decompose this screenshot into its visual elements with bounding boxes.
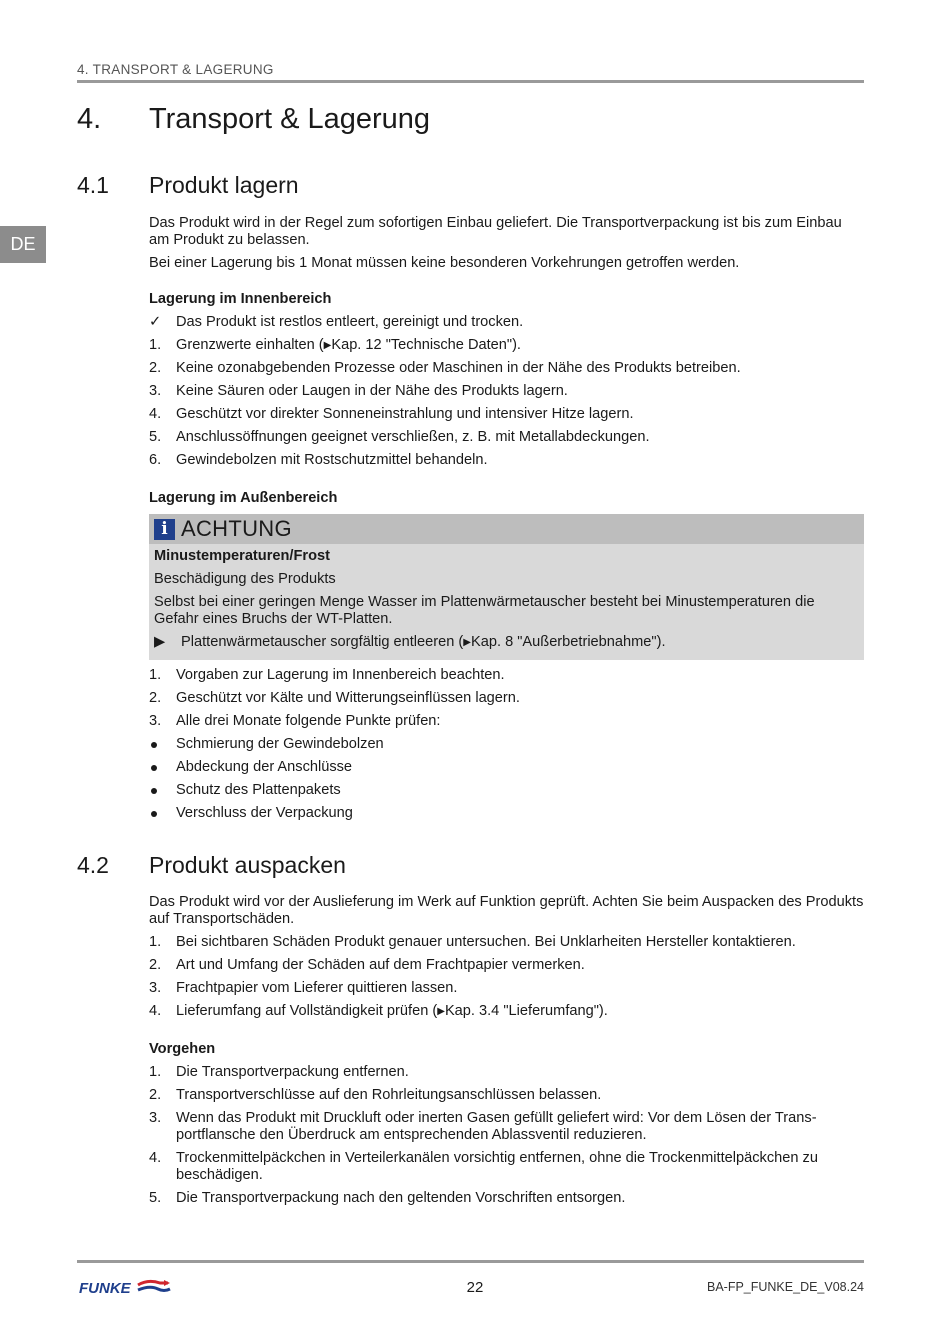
list-item — [149, 934, 864, 951]
subheading-indoor: Lagerung im Innenbereich — [149, 291, 332, 307]
notice-text: Selbst bei einer geringen Menge Wasser im Plattenwärmetauscher besteht bei Minustemperaturen die Gefahr eines Bruchs der WT-Platten. — [154, 594, 815, 627]
step-number: 2. — [149, 957, 162, 973]
list-item-text: Die Transportverpackung nach den geltenden Vorschriften entsorgen. — [176, 1190, 626, 1206]
running-head: 4. TRANSPORT & LAGERUNG — [77, 62, 274, 77]
notice-body — [149, 544, 864, 651]
storage-outdoor-heading-block — [149, 490, 864, 507]
list-item-text: Schutz des Plattenpakets — [176, 782, 341, 798]
list-item-text: Vorgaben zur Lagerung im Innenbereich beachten. — [176, 667, 505, 683]
list-item — [149, 406, 864, 423]
action-triangle-icon: ▶ — [154, 634, 166, 650]
step-number: 4. — [149, 406, 162, 422]
list-item-text: Trockenmittelpäckchen in Verteilerkanälen vorsichtig entfernen, ohne die Trockenmittelpäckchen zu beschädigen. — [176, 1150, 818, 1183]
step-number: 4. — [149, 1150, 162, 1166]
document-id: BA-FP_FUNKE_DE_V08.24 — [706, 1280, 864, 1294]
step-number: 6. — [149, 452, 162, 468]
step-number: 3. — [149, 980, 162, 996]
list-item — [149, 957, 864, 974]
warning-notice — [149, 514, 864, 660]
list-item-text: Alle drei Monate folgende Punkte prüfen: — [176, 713, 441, 729]
list-item-text: Die Transportverpackung entfernen. — [176, 1064, 409, 1080]
procedure — [149, 1041, 864, 1213]
list-item-text: Transportverschlüsse auf den Rohrleitungsanschlüssen belassen. — [176, 1087, 602, 1103]
notice-subtitle: Minustemperaturen/Frost — [154, 548, 330, 564]
list-item-text: Abdeckung der Anschlüsse — [176, 759, 353, 775]
xref-arrow-icon: ▶ — [437, 1006, 445, 1017]
list-item-text: Lieferumfang auf Vollständigkeit prüfen ( — [176, 1003, 438, 1019]
bullet-item — [149, 736, 864, 753]
list-item — [149, 713, 864, 730]
notice-consequence: Beschädigung des Produkts — [154, 571, 336, 587]
subheading-procedure: Vorgehen — [149, 1041, 216, 1057]
notice-header — [149, 514, 864, 544]
list-item-text: Verschluss der Verpackung — [176, 805, 353, 821]
list-item — [149, 1110, 864, 1144]
list-item — [149, 1087, 864, 1104]
list-item — [149, 1190, 864, 1207]
list-item — [149, 429, 864, 446]
step-number: 3. — [149, 1110, 162, 1126]
subheading-outdoor: Lagerung im Außenbereich — [149, 490, 338, 506]
section-title: Produkt auspacken — [149, 852, 346, 878]
step-number: 1. — [149, 934, 162, 950]
check-icon: ✓ — [149, 314, 162, 330]
list-item — [149, 1064, 864, 1081]
list-item-text: Gewindebolzen mit Rostschutzmittel behandeln. — [176, 452, 488, 468]
step-number: 4. — [149, 1003, 162, 1019]
step-number: 2. — [149, 1087, 162, 1103]
cross-reference-link[interactable]: Kap. 8 "Außerbetriebnahme"). — [471, 634, 666, 650]
header-rule — [77, 80, 864, 83]
list-item-text: Wenn das Produkt mit Druckluft oder inerten Gasen gefüllt geliefert wird: Vor dem Lösen der Transportflansche den Überdruck am entsprechenden Ablassventil reduzieren. — [176, 1110, 817, 1143]
list-item — [149, 337, 864, 354]
indoor-list — [149, 314, 864, 469]
step-number: 1. — [149, 337, 162, 353]
list-item — [149, 1150, 864, 1184]
page-number: 22 — [466, 1279, 484, 1296]
list-item — [149, 1003, 864, 1020]
bullet-icon — [151, 742, 157, 748]
section-number: 4.2 — [77, 852, 109, 878]
section-title: Produkt lagern — [149, 172, 299, 198]
paragraph: Das Produkt wird vor der Auslieferung im Werk auf Funktion geprüft. Achten Sie beim Auspacken des Produkts auf Transportschäden. — [149, 894, 864, 927]
footer-rule — [77, 1260, 864, 1263]
list-item-text: Keine Säuren oder Laugen in der Nähe des Produkts lagern. — [176, 383, 568, 399]
section-4-2-body — [149, 894, 864, 1026]
precondition-item — [149, 314, 864, 331]
list-item-text: Bei sichtbaren Schäden Produkt genauer untersuchen. Bei Unklarheiten Hersteller kontaktieren. — [176, 934, 796, 950]
list-item-text: Grenzwerte einhalten ( — [176, 337, 324, 353]
section-4-1-intro — [149, 215, 864, 278]
procedure-steps — [149, 1064, 864, 1207]
paragraph: Das Produkt wird in der Regel zum sofortigen Einbau geliefert. Die Transportverpackung ist bis zum Einbau am Produkt zu belassen. — [149, 215, 842, 248]
outdoor-steps — [149, 667, 864, 822]
list-item-text: Keine ozonabgebenden Prozesse oder Maschinen in der Nähe des Produkts betreiben. — [176, 360, 741, 376]
notice-action-text: Plattenwärmetauscher sorgfältig entleeren ( — [181, 634, 464, 650]
section-number: 4.1 — [77, 172, 109, 198]
cross-reference-link[interactable]: Kap. 12 "Technische Daten"). — [331, 337, 521, 353]
bullet-icon — [151, 788, 157, 794]
list-item — [149, 452, 864, 469]
list-item — [149, 360, 864, 377]
list-item-text: Frachtpapier vom Lieferer quittieren lassen. — [176, 980, 458, 996]
list-item — [149, 667, 864, 684]
list-item-text: Das Produkt ist restlos entleert, gereinigt und trocken. — [176, 314, 524, 330]
step-number: 2. — [149, 360, 162, 376]
list-item-text: Geschützt vor Kälte und Witterungseinflüssen lagern. — [176, 690, 520, 706]
chapter-title: Transport & Lagerung — [149, 103, 431, 135]
list-item-text: Schmierung der Gewindebolzen — [176, 736, 384, 752]
list-item-text: Anschlussöffnungen geeignet verschließen, z. B. mit Metallabdeckungen. — [176, 429, 650, 445]
cross-reference-link[interactable]: Kap. 3.4 "Lieferumfang"). — [444, 1003, 608, 1019]
paragraph: Bei einer Lagerung bis 1 Monat müssen keine besonderen Vorkehrungen getroffen werden. — [149, 255, 740, 271]
language-tab[interactable]: DE — [0, 226, 46, 263]
step-number: 3. — [149, 713, 162, 729]
list-item-text: Art und Umfang der Schäden auf dem Frachtpapier vermerken. — [176, 957, 585, 973]
storage-indoor — [149, 291, 864, 475]
step-number: 2. — [149, 690, 162, 706]
bullet-item — [149, 759, 864, 776]
list-item — [149, 383, 864, 400]
bullet-icon — [151, 765, 157, 771]
list-item — [149, 690, 864, 707]
notice-action — [154, 634, 859, 651]
logo-text: FUNKE — [79, 1280, 131, 1297]
step-number: 1. — [149, 667, 162, 683]
notice-title: ACHTUNG — [181, 516, 292, 541]
chapter-number: 4. — [77, 103, 102, 135]
list-item — [149, 980, 864, 997]
step-number: 3. — [149, 383, 162, 399]
bullet-item — [149, 782, 864, 799]
list-item-text: Geschützt vor direkter Sonneneinstrahlung und intensiver Hitze lagern. — [176, 406, 634, 422]
step-number: 5. — [149, 1190, 162, 1206]
step-number: 5. — [149, 429, 162, 445]
step-number: 1. — [149, 1064, 162, 1080]
xref-arrow-icon: ▶ — [463, 637, 471, 648]
storage-outdoor-list — [149, 667, 864, 828]
unpack-steps — [149, 934, 864, 1020]
xref-arrow-icon: ▶ — [323, 340, 332, 351]
bullet-item — [149, 805, 864, 822]
bullet-icon — [151, 811, 157, 817]
info-icon: i — [154, 519, 175, 540]
